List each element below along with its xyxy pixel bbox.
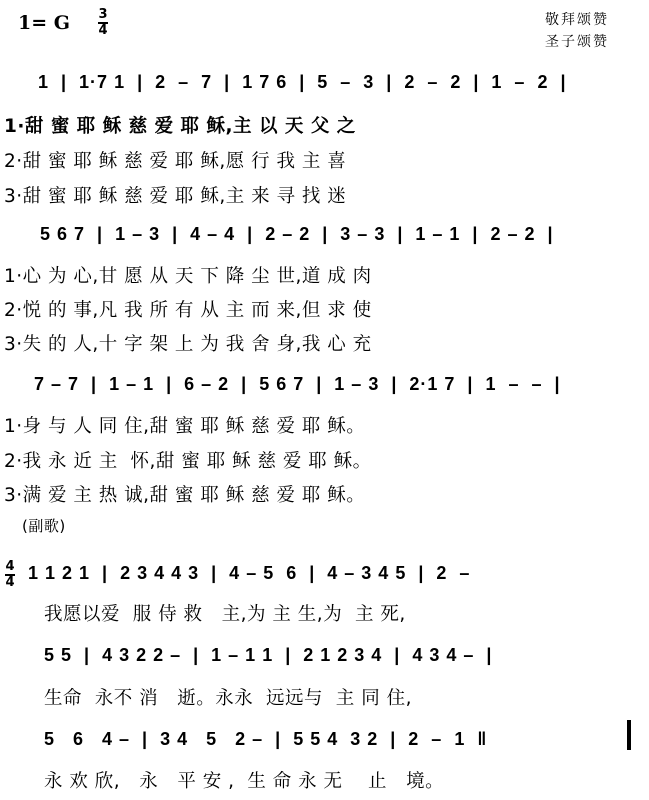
chorus-label: (副歌) [22, 517, 66, 535]
time-signature-bottom: 4 [98, 23, 108, 38]
verse-1-lyric-line-1: 1·甜 蜜 耶 稣 慈 爱 耶 稣,主 以 天 父 之 [4, 116, 356, 137]
final-barline [627, 720, 631, 750]
chorus-notation-row-2: 5 5 | 4 3 2 2 – | 1 – 1 1 | 2 1 2 3 4 | 4 3 4 – | [44, 645, 493, 665]
chorus-notation-row-1: 1 1 2 1 | 2 3 4 4 3 | 4 – 5 6 | 4 – 3 4 5 | 2 – [28, 563, 471, 583]
chorus-lyric-line-3: 永 欢 欣, 永 平 安 , 生 命 永 无 止 境。 [44, 771, 445, 792]
verse-3-lyric-line-3: 3·满 爱 主 热 诚,甜 蜜 耶 稣 慈 爱 耶 稣。 [4, 485, 366, 506]
chorus-lyric-line-1: 我愿以爱 服 侍 救 主,为 主 生,为 主 死, [44, 604, 406, 625]
credit-line-2: 圣子颂赞 [545, 34, 609, 50]
verse-1-lyric-line-3: 1·身 与 人 同 住,甜 蜜 耶 稣 慈 爱 耶 稣。 [4, 416, 366, 437]
chorus-lyric-line-2: 生命 永不 消 逝。永永 远远与 主 同 住, [44, 688, 412, 709]
chorus-time-signature-top: 4 [5, 559, 15, 574]
time-signature-top: 3 [98, 7, 108, 22]
chorus-notation-row-3: 5 6 4 – | 3 4 5 2 – | 5 5 4 3 2 | 2 – 1 ‖ [44, 729, 488, 749]
verse-3-lyric-line-2: 3·失 的 人,十 字 架 上 为 我 舍 身,我 心 充 [4, 334, 372, 355]
verse-2-lyric-line-2: 2·悦 的 事,凡 我 所 有 从 主 而 来,但 求 使 [4, 300, 372, 321]
credit-line-1: 敬拜颂赞 [545, 12, 609, 28]
verse-3-lyric-line-1: 3·甜 蜜 耶 稣 慈 爱 耶 稣,主 来 寻 找 迷 [4, 186, 347, 207]
verse-2-lyric-line-1: 2·甜 蜜 耶 稣 慈 爱 耶 稣,愿 行 我 主 喜 [4, 151, 347, 172]
notation-row-1: 1 | 1·7 1 | 2 – 7 | 1 7 6 | 5 – 3 | 2 – 2 | 1 – 2 | [38, 72, 567, 92]
chorus-time-signature-bottom: 4 [5, 575, 15, 590]
notation-row-3: 7 – 7 | 1 – 1 | 6 – 2 | 5 6 7 | 1 – 3 | 2·1 7 | 1 – – | [34, 374, 561, 394]
chorus-time-signature [5, 560, 15, 589]
key-signature: 1= G [18, 12, 70, 34]
time-signature [98, 8, 108, 37]
notation-row-2: 5 6 7 | 1 – 3 | 4 – 4 | 2 – 2 | 3 – 3 | 1 – 1 | 2 – 2 | [40, 224, 554, 244]
verse-1-lyric-line-2: 1·心 为 心,甘 愿 从 天 下 降 尘 世,道 成 肉 [4, 266, 372, 287]
verse-2-lyric-line-3: 2·我 永 近 主 怀,甜 蜜 耶 稣 慈 爱 耶 稣。 [4, 451, 372, 472]
